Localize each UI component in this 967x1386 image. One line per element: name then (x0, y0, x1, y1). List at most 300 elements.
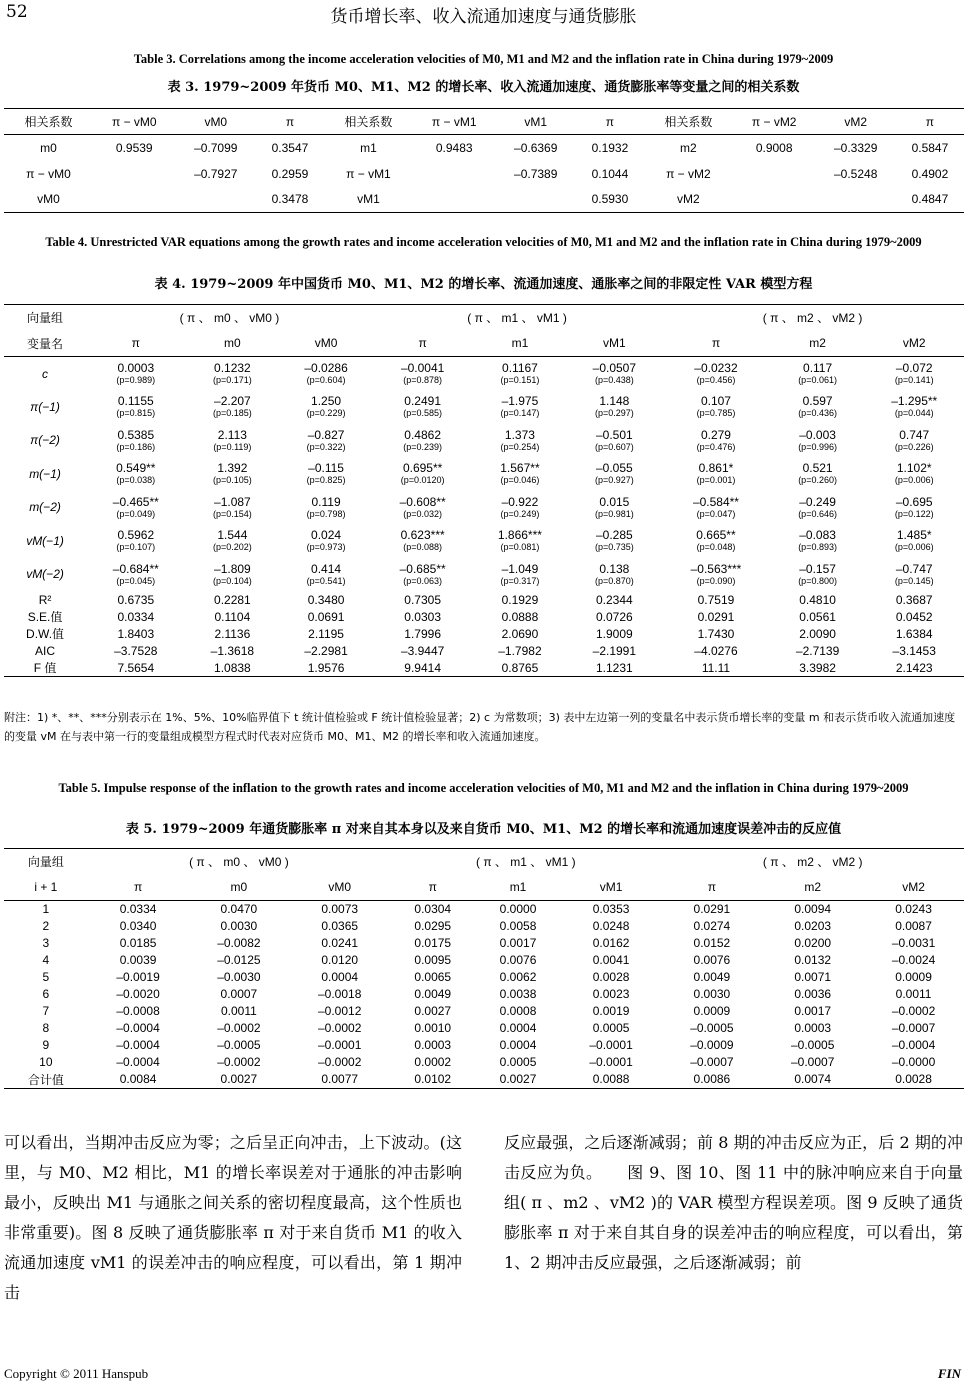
table3 (4, 108, 964, 213)
table5-cell: –0.0002 (318, 1021, 362, 1035)
table5-cell: –0.0004 (891, 1038, 936, 1052)
table5-caption-zh: 表 5. 1979~2009 年通货膨胀率 π 对来自其本身以及来自货币 M0、M1、M2 的增长率和流通加速度误差冲击的反应值 (125, 822, 842, 837)
table5-row (4, 918, 964, 935)
table4-p-value: (p=0.038) (116, 475, 156, 486)
table4-cell (771, 491, 865, 525)
table4-p-value: (p=0.006) (894, 542, 934, 553)
table4-coef-value: –1.975 (501, 394, 539, 409)
table5-cell: 1 (42, 902, 50, 917)
table5-row (4, 952, 964, 969)
table4-p-value: (p=0.541) (306, 575, 346, 586)
table4-cell (186, 424, 280, 458)
table5-row (4, 1054, 964, 1071)
table4-p-value: (p=0.785) (696, 408, 736, 419)
table5-cell: 0.0030 (220, 919, 258, 933)
table4-row-name: F 值 (33, 661, 57, 675)
table4-var: vM0 (314, 336, 338, 351)
table3-row (4, 161, 964, 187)
table5-cell: –0.0007 (690, 1055, 734, 1069)
table5-cell: –0.0005 (791, 1038, 835, 1052)
table4-cell (373, 424, 472, 458)
table4-coef-value: –0.465** (112, 494, 159, 509)
footer-journal: FIN (937, 1366, 961, 1381)
table3-cell: vM1 (357, 192, 380, 207)
table4-coef-value: –0.0286 (304, 361, 348, 375)
table4-coef-value: –0.157 (799, 561, 836, 576)
table4-cell (373, 558, 472, 592)
table5-cell: 7 (42, 1004, 50, 1018)
table4-stat-row (4, 642, 964, 659)
table3-cell: π − vM2 (666, 166, 711, 181)
table5-row (4, 1037, 964, 1054)
table5-cell: –0.0030 (217, 970, 261, 984)
table3-cell: 0.5930 (591, 192, 629, 207)
table4-stat-row (4, 591, 964, 608)
table4-coef-value: 0.5962 (117, 528, 155, 543)
table3-cell (816, 187, 896, 213)
table4-p-value: (p=0.585) (403, 408, 443, 419)
table4-row-name: m(−1) (29, 466, 61, 481)
table4-cell: –1.7982 (498, 643, 542, 658)
table4-row-name: vM(−2) (26, 567, 64, 582)
table4-coef-value: 1.544 (217, 528, 248, 543)
table4-p-value: (p=0.800) (798, 575, 837, 586)
table4-coef-value: 1.102* (896, 461, 932, 476)
table5-cell: 0.0086 (693, 1072, 731, 1087)
table5-var: π (133, 880, 143, 895)
table4-p-value: (p=0.973) (306, 542, 346, 553)
table3-cell: –0.3329 (833, 140, 878, 155)
table4-cell (864, 424, 964, 458)
table4-coef-row (4, 390, 964, 424)
table4-cell (771, 524, 865, 558)
table4-cell (568, 457, 662, 491)
table4-p-value: (p=0.870) (594, 575, 634, 586)
table5-cell: –0.0002 (217, 1055, 261, 1069)
table4-p-value: (p=0.171) (212, 375, 252, 385)
table3-header-cell: π − vM0 (111, 114, 157, 129)
table4-cell (472, 357, 567, 391)
running-title: 货币增长率、收入流通加速度与通货膨胀 (330, 7, 637, 27)
table4-coef-value: –0.695 (895, 494, 933, 509)
table4-cell: 0.0452 (895, 609, 933, 624)
table5-cell: –0.0008 (116, 1004, 160, 1018)
table4-cell (864, 457, 964, 491)
table4-coef-value: –1.809 (214, 561, 251, 576)
table5-var: vM2 (902, 880, 925, 895)
table4-p-value: (p=0.090) (696, 575, 736, 586)
table4-cell (86, 424, 185, 458)
table4-var: π (418, 336, 427, 351)
table4-stat-row (4, 625, 964, 642)
table4-cell (661, 491, 771, 525)
table5-cell: 0.0203 (794, 919, 832, 933)
table4-cell: 1.6384 (895, 626, 933, 641)
table5-var: vM1 (599, 880, 623, 895)
table4-cell (864, 390, 964, 424)
table4-coef-value: 1.392 (217, 461, 248, 476)
table5-var: π (707, 880, 717, 895)
table3-header-cell: vM1 (524, 114, 548, 129)
table4-row-name: π(−2) (30, 433, 60, 448)
table4-row-name: R² (38, 592, 52, 607)
table4-cell (864, 524, 964, 558)
table4-p-value: (p=0.735) (594, 542, 634, 553)
table4-cell (568, 357, 662, 391)
table5-cell: 0.0077 (321, 1072, 359, 1087)
table3-cell: 0.9539 (115, 140, 153, 155)
table5-cell: –0.0004 (116, 1055, 160, 1069)
table4-p-value: (p=0.202) (212, 542, 252, 553)
table4-coef-row (4, 424, 964, 458)
table4-coef-value: 0.5385 (117, 427, 155, 442)
table5-cell: 0.0162 (592, 936, 630, 950)
table4-cell (771, 390, 865, 424)
table5-cell: 0.0353 (592, 902, 630, 917)
table5-cell: 0.0041 (592, 953, 630, 967)
table3-cell (176, 187, 256, 213)
table4-cell (86, 524, 185, 558)
table4-p-value: (p=0.122) (894, 508, 934, 519)
table4-cell (661, 424, 771, 458)
table4-cell (771, 357, 865, 391)
table4-cell: 1.1231 (596, 660, 633, 675)
table3-cell: 0.1044 (591, 166, 629, 181)
table4 (4, 304, 964, 677)
table4-cell: 0.0303 (404, 609, 441, 624)
table3-header-cell: π (285, 114, 295, 129)
table5-cell: 2 (42, 919, 50, 933)
table4-cell: 0.0691 (307, 609, 345, 624)
table4-p-value: (p=0.151) (500, 375, 540, 385)
table5-cell: 0.0004 (499, 1038, 537, 1052)
table4-cell: 0.0334 (117, 609, 155, 624)
table5-row (4, 969, 964, 986)
table5-cell: 0.0094 (794, 902, 832, 917)
table4-cell (373, 524, 472, 558)
table4-p-value: (p=0.239) (403, 441, 443, 452)
table5-row (4, 935, 964, 952)
table5-cell: 0.0088 (592, 1072, 630, 1087)
table4-cell (661, 457, 771, 491)
table4-coef-value: –0.249 (799, 494, 836, 509)
table4-var: vM2 (902, 336, 926, 351)
table4-coef-value: 0.695** (402, 461, 443, 476)
table4-p-value: (p=0.061) (798, 375, 837, 385)
table4-coef-value: –0.0041 (400, 361, 445, 375)
table4-row-name: D.W.值 (26, 627, 65, 641)
table4-cell: 0.6735 (117, 592, 155, 607)
table5-cell: 0.0243 (895, 902, 932, 917)
table5-cell: 0.0062 (499, 970, 537, 984)
table4-p-value: (p=0.229) (306, 408, 346, 419)
table4-row-name: AIC (35, 643, 56, 658)
table5-cell: –0.0019 (116, 970, 160, 984)
table4-cell: 1.9009 (596, 626, 633, 641)
table4-p-value: (p=0.119) (213, 441, 252, 452)
table4-cell (472, 491, 567, 525)
table4-cell (86, 491, 185, 525)
table4-coef-value: –2.207 (214, 394, 251, 409)
table4-p-value: (p=0.604) (306, 375, 346, 385)
table4-group-label: 向量组 (27, 311, 64, 326)
table5-cell: –0.0002 (217, 1021, 261, 1035)
table5-cell: 0.0248 (592, 919, 630, 933)
table5-cell: 0.0365 (321, 919, 359, 933)
table4-row-name: π(−1) (30, 399, 60, 414)
table4-cell: 2.1423 (895, 660, 933, 675)
table4-p-value: (p=0.063) (403, 575, 443, 586)
table5-cell: –0.0125 (217, 953, 261, 967)
table4-coef-row (4, 357, 964, 391)
table4-coef-value: 0.1155 (117, 394, 154, 409)
table5-cell: 0.0028 (895, 1072, 932, 1087)
table4-cell: –3.9447 (400, 643, 445, 658)
table4-coef-value: –0.003 (799, 427, 836, 442)
table3-cell: 0.2959 (271, 166, 309, 181)
table4-coef-value: –0.501 (596, 427, 633, 442)
table5-cell: –0.0024 (891, 953, 936, 967)
table4-cell: 0.1104 (214, 609, 251, 624)
table5-var: m0 (230, 880, 248, 895)
body-text-left: 可以看出，当期冲击反应为零；之后呈正向冲击，上下波动。(这里，与 M0、M2 相比，M1 的增长率误差对于通胀的冲击影响最小，反映出 M1 与通胀之间关系的密切程度最高，这个性质也非常重要)。图 8 反映了通货膨胀率 π 对于来自货币 M1 的收入流通加速度 vM1 的误差冲击的响应程度，可以看出，第 1 期冲击 (4, 1133, 462, 1302)
table4-coef-value: –0.285 (596, 528, 633, 543)
table4-cell: 0.0726 (596, 609, 633, 624)
table5-cell: 0.0071 (794, 970, 832, 984)
table3-cell: –0.7927 (194, 166, 238, 181)
table4-cell (472, 424, 567, 458)
table5-cell: 0.0003 (414, 1038, 452, 1052)
table4-cell (86, 390, 185, 424)
table4-coef-value: –0.083 (799, 528, 836, 543)
table3-row (4, 135, 964, 161)
table4-cell (373, 357, 472, 391)
table4-p-value: (p=0.878) (403, 375, 443, 385)
table3-cell: m0 (40, 140, 57, 155)
table3-cell: –0.6369 (514, 140, 558, 155)
table4-coef-value: 0.4862 (404, 427, 441, 442)
table4-cell (771, 457, 865, 491)
table5-cell: 0.0120 (321, 953, 359, 967)
table4-row-name: c (42, 366, 49, 381)
table5-cell: 0.0028 (592, 970, 630, 984)
table4-p-value: (p=0.815) (116, 408, 156, 419)
table5-cell: –0.0004 (116, 1038, 160, 1052)
table4-coef-value: –0.608** (399, 494, 446, 509)
table3-cell: vM0 (37, 192, 60, 207)
table4-p-value: (p=0.049) (116, 508, 156, 519)
table3-cell: –0.7099 (194, 140, 238, 155)
table4-coef-value: 2.113 (217, 427, 247, 442)
table4-p-value: (p=0.081) (500, 542, 540, 553)
table4-cell: 9.9414 (404, 660, 441, 675)
table4-cell (186, 357, 280, 391)
table4-p-value: (p=0.981) (594, 508, 634, 519)
table5-cell: 0.0008 (499, 1004, 537, 1018)
table5-cell: –0.0031 (891, 936, 936, 950)
table4-cell (279, 357, 373, 391)
table4-cell: 7.5654 (117, 660, 155, 675)
table4-row-name: m(−2) (29, 500, 61, 515)
table4-cell: 2.0690 (501, 626, 539, 641)
table5-cell: 0.0010 (414, 1021, 452, 1035)
table5-cell: 0.0058 (499, 919, 537, 933)
table4-cell: 1.9576 (307, 660, 345, 675)
table3-cell: 0.4847 (911, 192, 949, 207)
table5-cell: 0.0027 (499, 1072, 537, 1087)
table3-cell (413, 161, 496, 187)
table5-var: m2 (804, 880, 822, 895)
table5-cell: –0.0082 (217, 936, 261, 950)
table5-cell: 0.0065 (414, 970, 452, 984)
table4-var: m0 (224, 336, 241, 351)
table5-cell: 10 (39, 1055, 53, 1069)
table5-cell: 0.0291 (693, 902, 731, 917)
table5-cell: –0.0000 (891, 1055, 936, 1069)
table4-coef-row (4, 524, 964, 558)
table4-cell: 2.1195 (308, 626, 344, 641)
table5-cell: 0.0049 (693, 970, 731, 984)
table4-p-value: (p=0.154) (212, 508, 252, 519)
table4-coef-value: –0.0232 (694, 361, 738, 375)
table4-var: π (711, 336, 721, 351)
table5-cell: 0.0304 (414, 902, 452, 917)
table5-var-label: i + 1 (34, 880, 58, 895)
table5-var: π (428, 880, 437, 895)
table5-cell: 0.0102 (414, 1072, 452, 1087)
table4-coef-value: 0.623*** (400, 528, 445, 543)
table5-cell: 0.0095 (414, 953, 452, 967)
table5-cell: 0.0007 (220, 987, 258, 1001)
table5-cell: 9 (42, 1038, 50, 1052)
table4-cell: 0.3687 (895, 592, 933, 607)
table3-header-cell: 相关系数 (344, 115, 393, 129)
table4-cell: 0.7305 (404, 592, 441, 607)
table3-cell (93, 161, 176, 187)
table4-cell: 1.8403 (117, 626, 155, 641)
table4-p-value: (p=0.006) (894, 475, 934, 486)
table5-cell: 0.0009 (895, 970, 932, 984)
table3-cell: m2 (680, 140, 697, 155)
table4-cell (661, 524, 771, 558)
table4-p-value: (p=0.001) (696, 475, 736, 486)
table5-cell: –0.0002 (318, 1055, 362, 1069)
table4-group: ( π 、 m0 、 vM0 ) (179, 311, 280, 326)
table4-p-value: (p=0.317) (500, 575, 540, 586)
table5-row (4, 1003, 964, 1020)
table4-p-value: (p=0.047) (696, 508, 736, 519)
table5-cell: 0.0340 (119, 919, 157, 933)
table4-cell: 0.3480 (307, 592, 345, 607)
table4-coef-value: –0.072 (895, 361, 933, 375)
table4-cell (568, 491, 662, 525)
table4-stat-row (4, 659, 964, 677)
table4-cell (771, 558, 865, 592)
table5-cell: –0.0007 (891, 1021, 936, 1035)
table3-row (4, 187, 964, 213)
table4-p-value: (p=0.607) (594, 441, 634, 452)
table5-cell: 0.0334 (119, 902, 157, 917)
table3-cell: m1 (360, 140, 377, 155)
table4-cell (472, 390, 567, 424)
table5-cell: 0.0017 (499, 936, 537, 950)
table4-cell: 0.0888 (501, 609, 539, 624)
table3-caption-en: Table 3. Correlations among the income acceleration velocities of M0, M1 and M2 and the inflation rate in China during 1979~2009 (133, 52, 834, 66)
table4-cell (373, 491, 472, 525)
table3-header-cell: π − vM2 (751, 114, 797, 129)
table4-cell (86, 357, 185, 391)
table4-p-value: (p=0.147) (500, 408, 540, 419)
table4-cell: –3.7528 (114, 643, 158, 658)
table4-p-value: (p=0.322) (306, 441, 346, 452)
table4-group: ( π 、 m2 、 vM2 ) (762, 311, 863, 326)
table4-coef-value: 1.148 (599, 394, 630, 409)
table5-cell: 0.0074 (794, 1072, 832, 1087)
table4-row-name: S.E.值 (27, 610, 63, 624)
table4-p-value: (p=0.798) (306, 508, 346, 519)
table4-cell: –2.2981 (304, 643, 348, 658)
table5-cell: –0.0005 (690, 1021, 734, 1035)
table5-var: m1 (509, 880, 527, 895)
table5-row (4, 1020, 964, 1037)
table4-coef-value: –0.922 (501, 494, 539, 509)
table4-cell (472, 524, 567, 558)
table5-cell: 0.0274 (693, 919, 731, 933)
table5-cell: –0.0001 (318, 1038, 362, 1052)
table4-var: vM1 (603, 336, 626, 351)
table4-cell (771, 424, 865, 458)
table4-cell (186, 524, 280, 558)
table4-p-value: (p=0.927) (594, 475, 634, 486)
table4-cell: 1.7430 (697, 626, 735, 641)
table4-note: 附注：1) *、**、***分别表示在 1%、5%、10%临界值下 t 统计值检验或 F 统计值检验显著；2) c 为常数项；3) 表中左边第一列的变量名中表示货币增长率的变量 m 和表示货币收入流通加速度的变量 vM 在与表中第一行的变量组成模型方程式时代表对应货币 M0、M1、M2 的增长率和收入流通加速度。 (4, 711, 956, 743)
table5-cell: 0.0175 (414, 936, 452, 950)
table5-group: ( π 、 m2 、 vM2 ) (762, 855, 863, 870)
table4-p-value: (p=0.107) (116, 542, 156, 553)
table4-cell (86, 457, 185, 491)
table5-row (4, 986, 964, 1003)
table4-coef-row (4, 558, 964, 592)
table3-header-cell: π − vM1 (431, 114, 477, 129)
table4-cell: 1.0838 (214, 660, 251, 675)
table5-cell: 0.0003 (794, 1021, 832, 1035)
table4-p-value: (p=0.185) (212, 408, 252, 419)
table4-coef-value: 1.485* (896, 528, 932, 543)
table4-p-value: (p=0.254) (500, 441, 540, 452)
table5-cell: 合计值 (27, 1072, 64, 1087)
table5-cell: 0.0039 (119, 953, 157, 967)
table4-cell (86, 558, 185, 592)
table5-cell: 0.0152 (693, 936, 731, 950)
table4-coef-value: 0.138 (599, 561, 630, 576)
table4-var: m2 (809, 336, 826, 351)
table4-row-name: vM(−1) (26, 533, 64, 548)
table4-coef-value: –0.584** (692, 494, 739, 509)
table3-header-cell: π (925, 114, 935, 129)
table3-cell: 0.9483 (435, 140, 473, 155)
table5-cell: –0.0007 (791, 1055, 835, 1069)
table4-coef-value: 0.665** (696, 528, 736, 543)
table4-p-value: (p=0.476) (696, 441, 736, 452)
table5-cell: 0.0004 (321, 970, 359, 984)
table4-p-value: (p=0.646) (798, 508, 837, 519)
table5-group-label: 向量组 (27, 855, 64, 870)
table3-cell: 0.3478 (271, 192, 309, 207)
table5-cell: 0.0002 (414, 1055, 452, 1069)
table5-group: ( π 、 m1 、 vM1 ) (475, 855, 576, 870)
table4-p-value: (p=0.436) (798, 408, 837, 419)
table5-group: ( π 、 m0 、 vM0 ) (189, 855, 289, 870)
